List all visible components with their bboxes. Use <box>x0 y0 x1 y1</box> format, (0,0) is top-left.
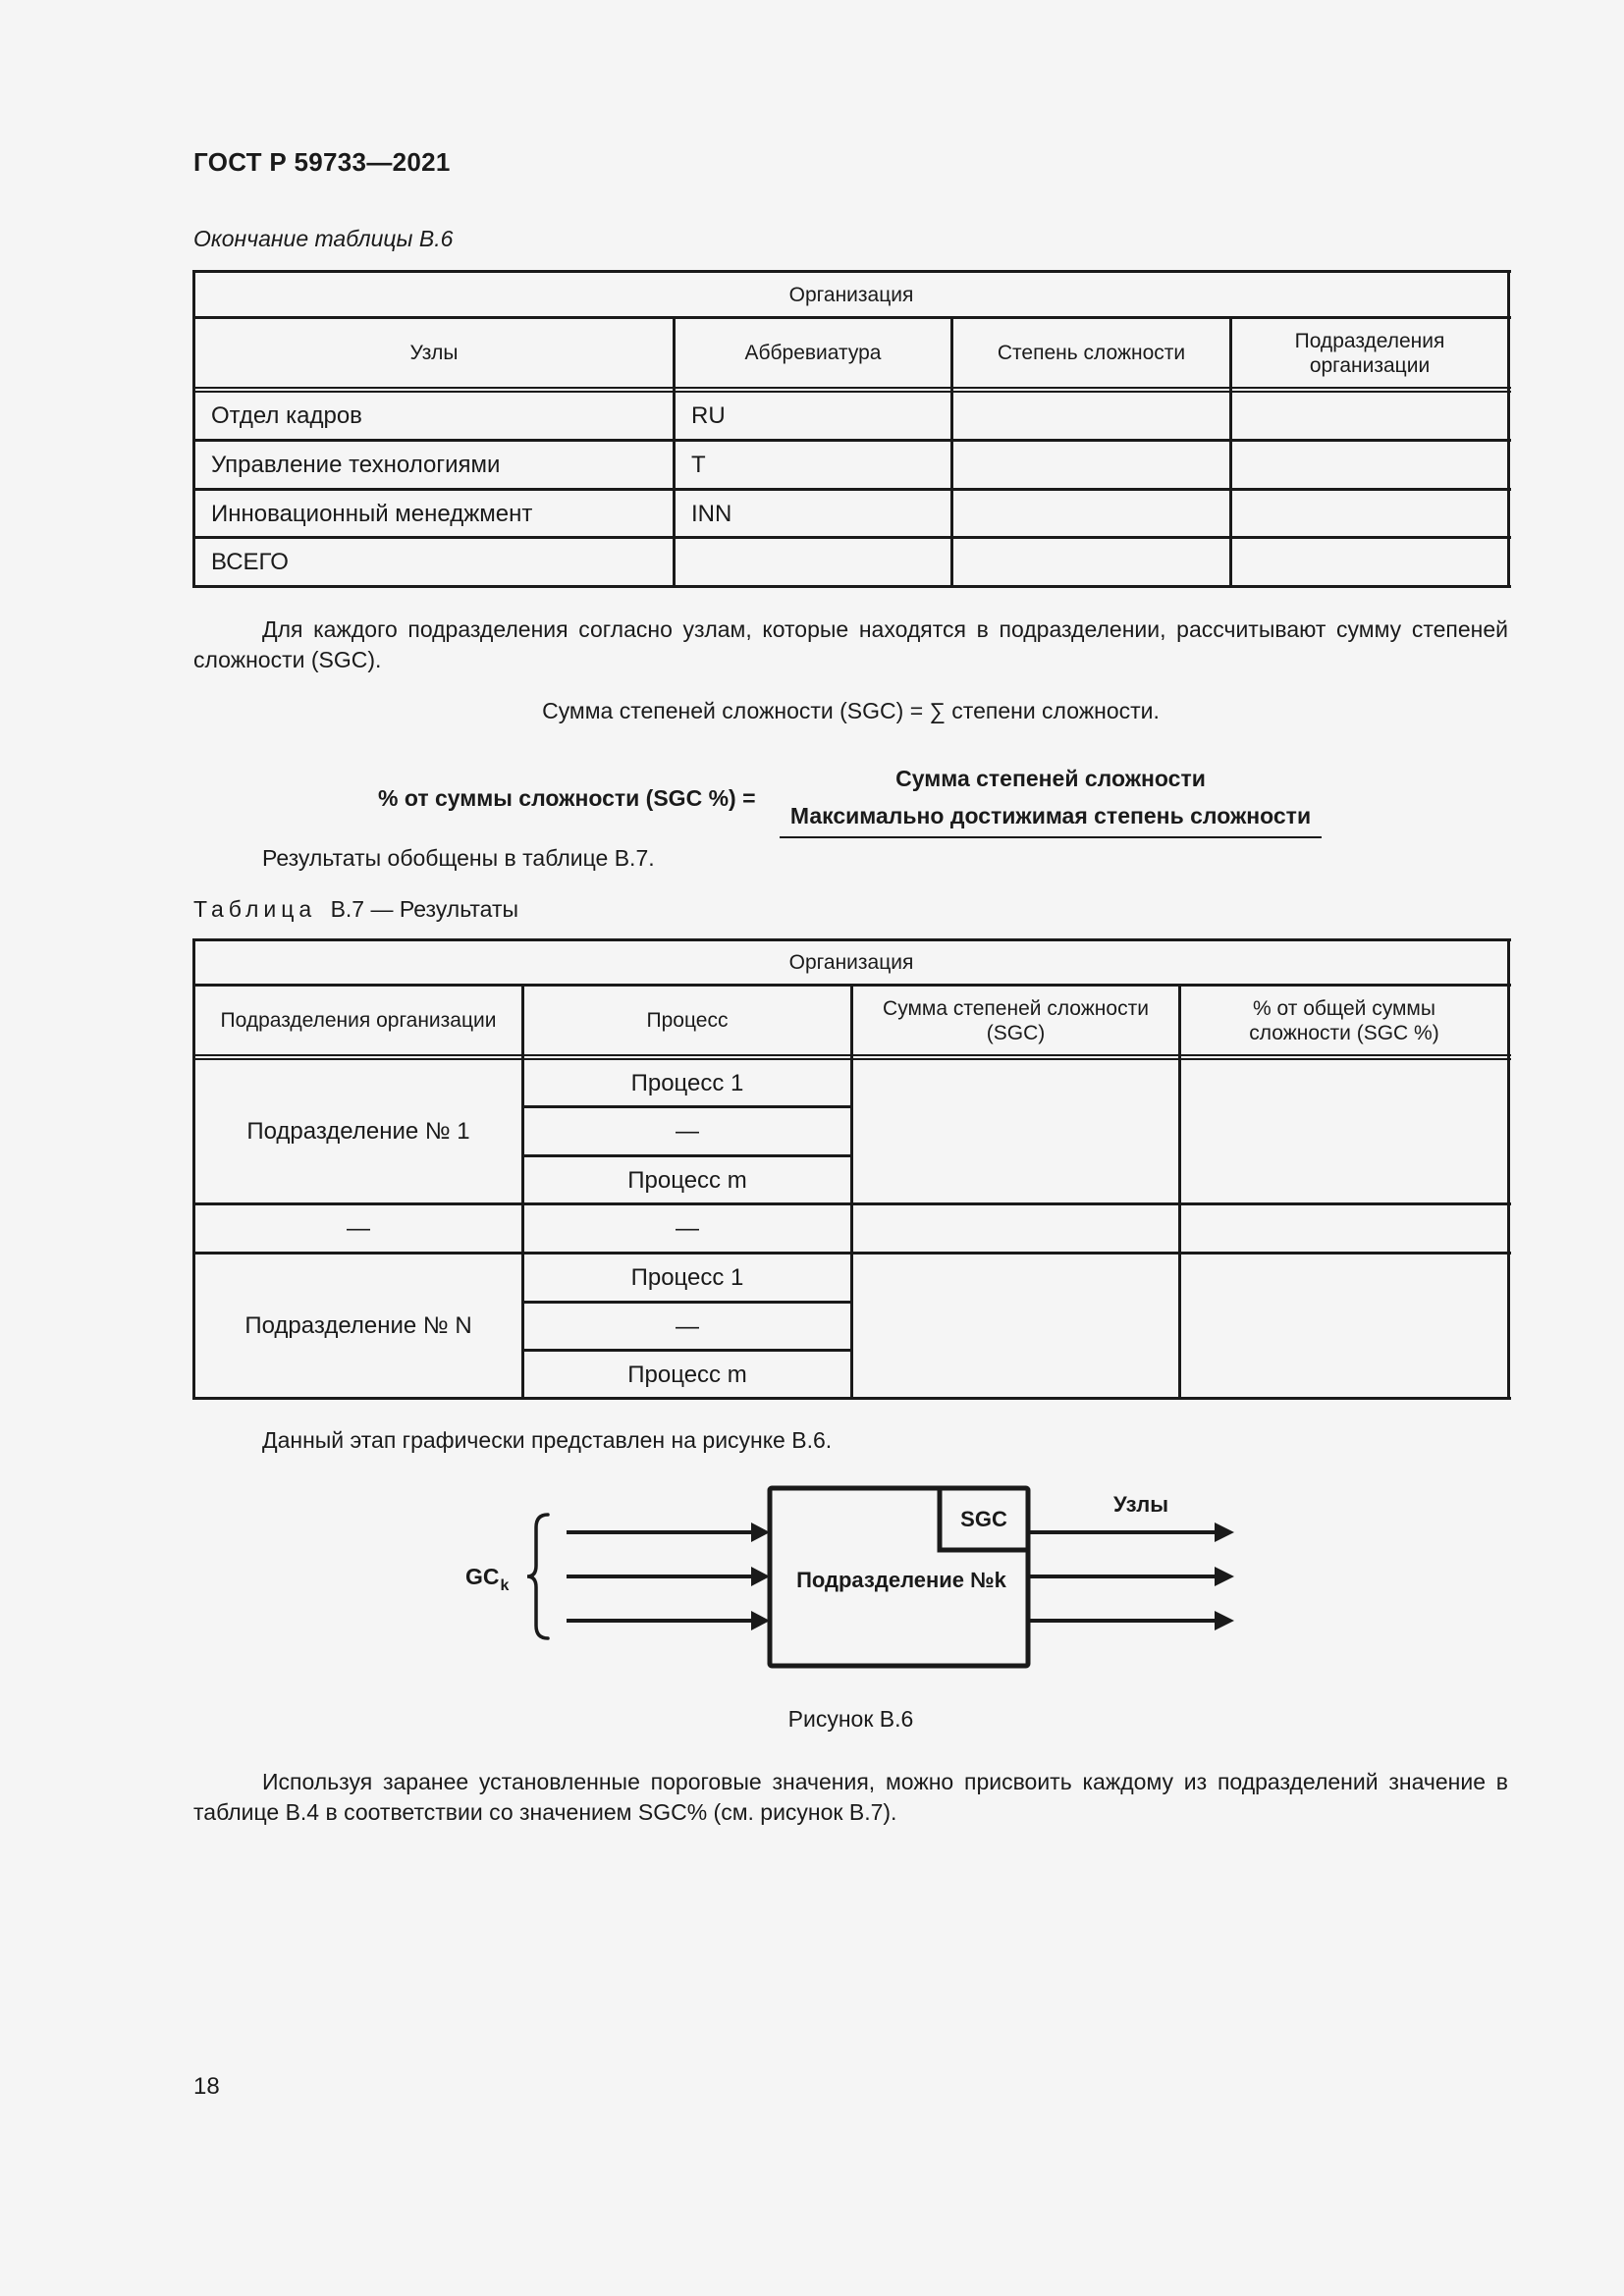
column-header-org-units: Подразделения организации <box>220 1009 497 1032</box>
table-cell-process: Процесс 1 <box>630 1264 744 1291</box>
input-arrowheads <box>751 1522 770 1630</box>
table-cell-abbreviation: RU <box>691 402 726 429</box>
table-cell-unit: Подразделение № N <box>244 1312 472 1339</box>
paragraph-thresholds: Используя заранее установленные пороговые значения, можно присвоить каждому из подразделений значение в таблице В.4 в соответствии со значением SGC% (см. рисунок В.7). <box>193 1769 1508 1825</box>
table-group-header: Организация <box>788 951 914 974</box>
column-header-org-units: Подразделения организации <box>1294 329 1445 377</box>
table-cell-process: Процесс m <box>627 1361 747 1388</box>
table-cell-unit: — <box>347 1215 370 1242</box>
table-cell-abbreviation: T <box>691 452 706 478</box>
table-caption-word: Таблица <box>193 896 317 922</box>
formula-denominator: Максимально достижимая степень сложности <box>789 803 1312 828</box>
table-cell-abbreviation: INN <box>691 500 732 527</box>
figure-caption: Рисунок В.6 <box>787 1706 914 1732</box>
table-cell-node: Отдел кадров <box>211 402 362 429</box>
unit-box-label: Подразделение №k <box>796 1568 1006 1592</box>
input-arrows <box>567 1532 754 1621</box>
table-cell-unit: Подразделение № 1 <box>246 1118 470 1145</box>
table-cell-process: — <box>676 1312 699 1340</box>
paragraph-results-summary: Результаты обобщены в таблице В.7. <box>262 845 655 871</box>
table-cell-process: — <box>676 1118 699 1145</box>
table-group-header: Организация <box>788 283 914 306</box>
formula-left-side: % от суммы сложности (SGC %) = <box>378 785 756 811</box>
table-cell-process: Процесс m <box>627 1166 747 1194</box>
table-cell-process: — <box>676 1215 699 1242</box>
table-continuation-caption: Окончание таблицы В.6 <box>193 226 454 251</box>
curly-brace-icon <box>527 1515 548 1638</box>
output-label: Узлы <box>1113 1492 1168 1517</box>
paragraph-sgc-intro: Для каждого подразделения согласно узлам, которые находятся в подразделении, рассчитывают сумму степеней сложности (SGC). <box>193 616 1508 672</box>
formula-numerator: Сумма степеней сложности <box>895 766 1206 791</box>
column-header-abbreviation: Аббревиатура <box>744 342 882 364</box>
output-arrows <box>1028 1532 1218 1621</box>
column-header-sgc: Сумма степеней сложности (SGC) <box>883 996 1149 1044</box>
table-caption-title: В.7 — Результаты <box>330 896 519 922</box>
sgc-label: SGC <box>960 1507 1007 1531</box>
table-cell-total: ВСЕГО <box>211 549 289 575</box>
paragraph-figure-intro: Данный этап графически представлен на рисунке В.6. <box>262 1427 833 1453</box>
table-b7-caption <box>193 896 518 923</box>
sgc-corner-box <box>940 1488 1028 1550</box>
output-arrowheads <box>1215 1522 1234 1630</box>
column-header-process: Процесс <box>646 1009 729 1032</box>
input-label: $GC_k$ <box>465 1564 510 1594</box>
column-header-complexity: Степень сложности <box>997 342 1186 364</box>
page-number: 18 <box>193 2073 220 2100</box>
table-cell-node: Управление технологиями <box>211 452 501 478</box>
column-header-sgc-percent: % от общей суммы сложности (SGC %) <box>1249 996 1439 1044</box>
fraction-bar <box>780 836 1322 838</box>
table-cell-process: Процесс 1 <box>630 1069 744 1096</box>
table-cell-node: Инновационный менеджмент <box>211 500 533 527</box>
document-code: ГОСТ Р 59733—2021 <box>193 147 451 177</box>
column-header-nodes: Узлы <box>409 342 459 364</box>
sum-formula: Сумма степеней сложности (SGC) = ∑ степени сложности. <box>542 698 1160 723</box>
unit-box <box>770 1488 1028 1666</box>
